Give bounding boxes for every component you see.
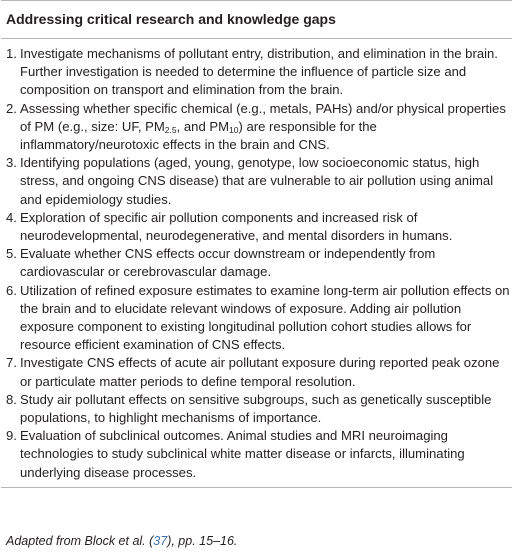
item-number: 5.	[6, 246, 17, 262]
footnote-prefix: Adapted from Block et al. (	[6, 534, 154, 548]
item-text-part: , and PM	[176, 118, 230, 134]
item-number: 2.	[6, 100, 17, 116]
item-text: Study air pollutant effects on sensitive subgroups, such as genetically susceptible populations, to highlight mechanisms of importance.	[20, 391, 492, 426]
subscript: 10	[229, 124, 239, 135]
item-text: Investigate CNS effects of acute air pollutant exposure during reported peak ozone or particulate matter periods to define temporal resolution.	[20, 355, 500, 389]
item-number: 4.	[6, 209, 17, 225]
item-number: 8.	[6, 391, 17, 407]
list-item	[1, 209, 512, 245]
list-item	[1, 154, 512, 209]
item-text: Identifying populations (aged, young, genotype, low socioeconomic status, high stress, and ongoing CNS disease) that are vulnerable to air pollution using animal and epidemiology studies.	[20, 155, 494, 207]
item-number: 3.	[6, 155, 17, 171]
item-number: 9.	[6, 428, 17, 444]
item-number: 1.	[6, 46, 17, 61]
list-item	[1, 282, 512, 355]
item-text: Evaluation of subclinical outcomes. Animal studies and MRI neuroimaging technologies to study subclinical white matter disease or infarcts, illuminating underlying disease processes.	[20, 428, 465, 480]
item-text	[20, 101, 506, 152]
list-item	[1, 100, 512, 155]
bottom-divider	[1, 487, 512, 488]
subscript: 2.5	[164, 124, 177, 135]
list-item	[1, 245, 512, 281]
list-item	[1, 354, 512, 390]
item-text-part: Assessing whether specific chemical (e.g., metals, PAHs) and/or physical properties of PM (e.g., size: UF, PM	[20, 100, 506, 134]
table-heading: Addressing critical research and knowledge gaps	[1, 1, 512, 39]
item-text: Utilization of refined exposure estimates to examine long-term air pollution effects on the brain and to elucidate relevant windows of exposure. Adding air pollution exposure component to existing longitudinal pollution cohort studies allows for resource efficient examination of CNS effects.	[20, 282, 510, 353]
footnote-suffix: ), pp. 15–16.	[167, 534, 238, 548]
item-text: Evaluate whether CNS effects occur downstream or independently from cardiovascular or cerebrovascular damage.	[20, 246, 436, 280]
reference-link[interactable]: 37	[153, 534, 168, 548]
knowledge-gaps-list	[1, 39, 512, 482]
item-number: 6.	[6, 282, 17, 298]
list-item	[1, 391, 512, 427]
item-text: Exploration of specific air pollution components and increased risk of neurodevelopmental, neurodegenerative, and mental disorders in humans.	[20, 209, 453, 244]
list-item	[1, 427, 512, 482]
list-item	[1, 45, 512, 100]
item-text: Investigate mechanisms of pollutant entry, distribution, and elimination in the brain. Further investigation is needed to determine the influence of particle size and composition on transport and elimination from the brain.	[20, 46, 498, 98]
source-footnote	[6, 534, 237, 548]
table-container	[1, 0, 512, 488]
item-number: 7.	[6, 355, 17, 371]
item-text-part: ) are responsible for the inflammatory/neurotoxic effects in the brain and CNS.	[20, 118, 377, 153]
